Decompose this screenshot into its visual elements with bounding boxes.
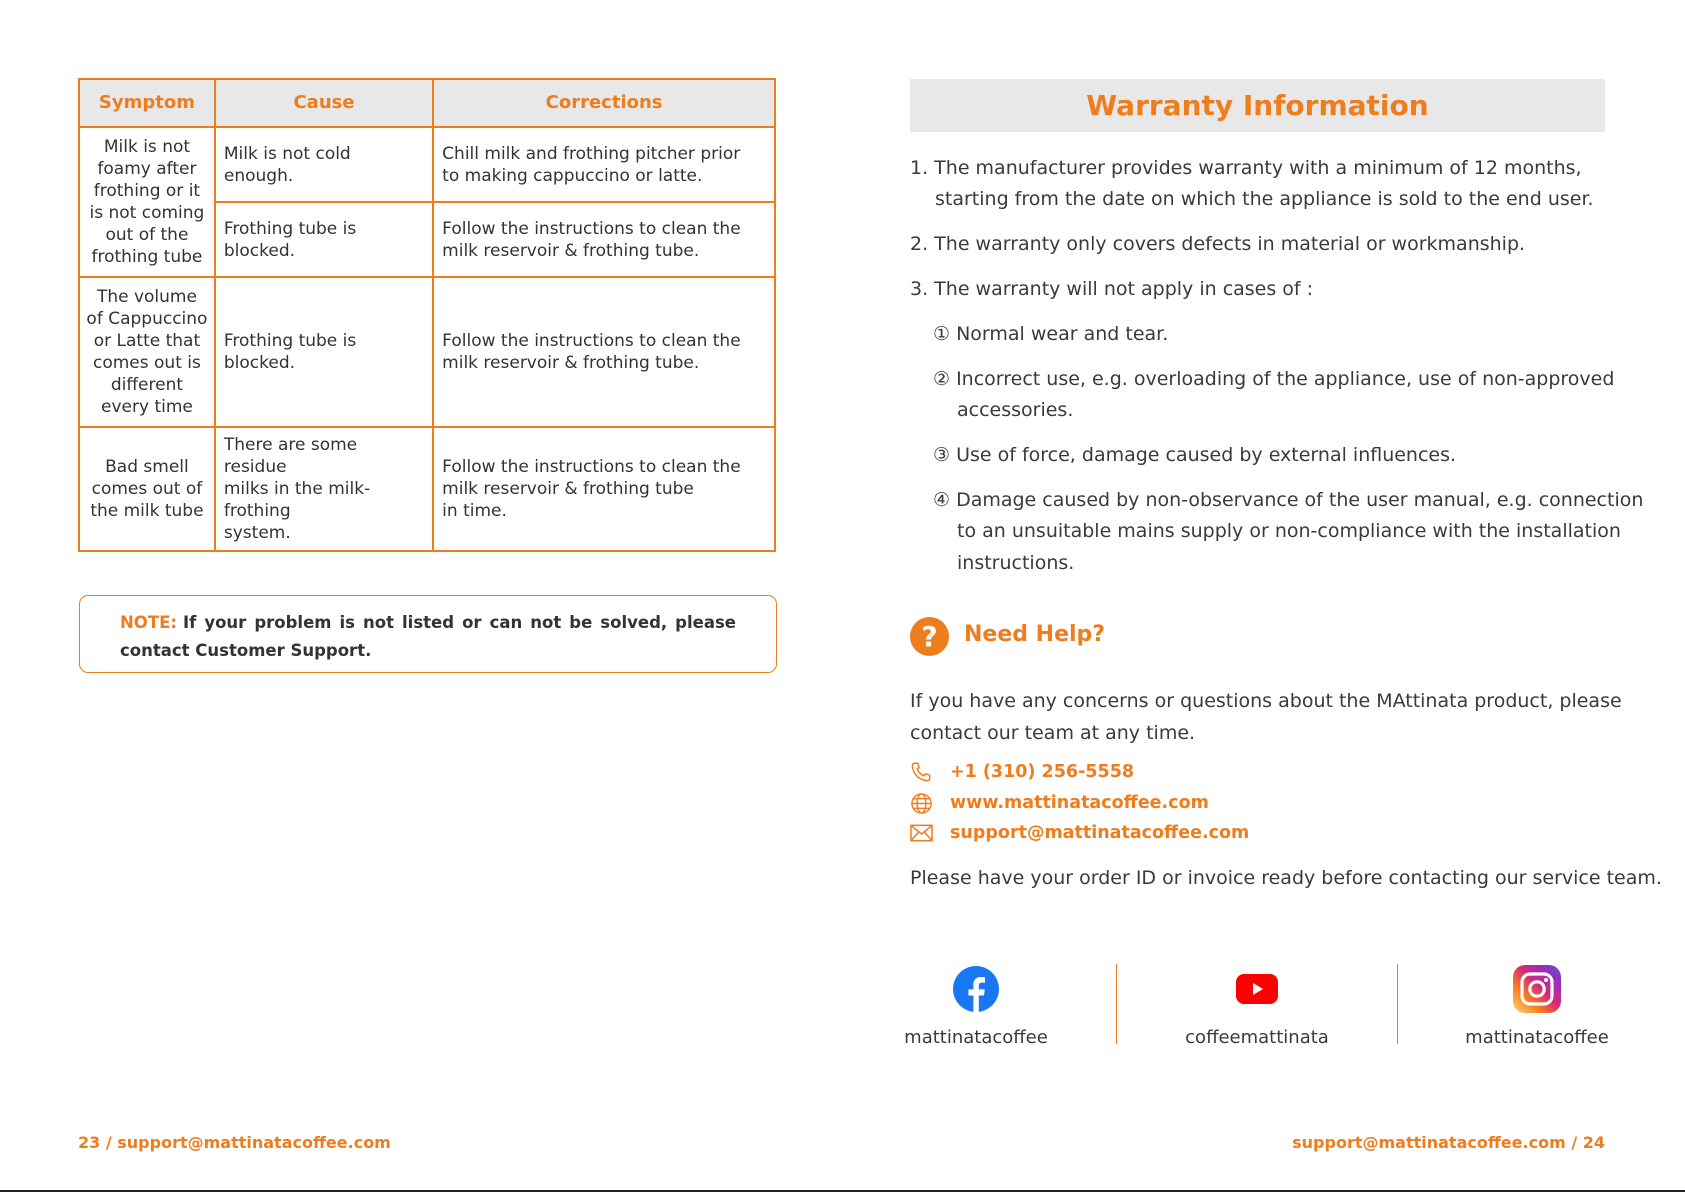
warranty-title: Warranty Information [1086, 89, 1429, 122]
phone-icon [910, 760, 934, 784]
contact-phone[interactable] [910, 760, 1134, 784]
mail-icon [910, 821, 934, 845]
help-intro-line-1: If you have any concerns or questions about the MAttinata product, please [910, 690, 1622, 712]
phone-number[interactable]: +1 (310) 256-5558 [950, 762, 1135, 782]
warranty-item-1-line-1: 1. The manufacturer provides warranty with a minimum of 12 months, [910, 157, 1582, 179]
cause-cell [215, 127, 433, 202]
correction-cell [433, 202, 775, 277]
correction-text: Follow the instructions to clean the milk reservoir & frothing tube. [442, 218, 741, 261]
social-handle: mattinatacoffee [1465, 1027, 1609, 1048]
header-corrections: Corrections [433, 79, 775, 127]
cause-cell [215, 277, 433, 427]
contact-website[interactable] [910, 791, 1209, 815]
correction-text: Follow the instructions to clean the milk reservoir & frothing tube. [442, 331, 741, 373]
warranty-item-3: 3. The warranty will not apply in cases of : [910, 278, 1314, 300]
table-row [79, 427, 775, 551]
cause-text: Milk is not cold enough. [223, 143, 351, 186]
youtube-icon[interactable] [1157, 964, 1357, 1014]
header-symptom: Symptom [79, 79, 215, 127]
correction-cell [433, 127, 775, 202]
table-row [79, 127, 775, 202]
warranty-sub-4-line-2: to an unsuitable mains supply or non-compliance with the installation [957, 520, 1621, 542]
warranty-sub-3: ③ Use of force, damage caused by external influences. [933, 444, 1457, 466]
help-question-icon: ? [910, 617, 949, 656]
symptom-cell [79, 127, 215, 277]
warranty-item-2: 2. The warranty only covers defects in material or workmanship. [910, 233, 1526, 255]
correction-cell [433, 277, 775, 427]
correction-text: Chill milk and frothing pitcher prior to making cappuccino or latte. [442, 143, 741, 186]
help-intro-line-2: contact our team at any time. [910, 722, 1196, 744]
website-link[interactable]: www.mattinatacoffee.com [950, 793, 1209, 813]
help-closing: Please have your order ID or invoice ready before contacting our service team. [910, 867, 1662, 889]
social-instagram[interactable] [1437, 964, 1637, 1048]
social-youtube[interactable] [1157, 964, 1357, 1048]
note-label: NOTE: [120, 613, 177, 632]
social-divider [1397, 964, 1398, 1044]
note-text: If your problem is not listed or can not be solved, please contact Customer Support. [120, 613, 736, 660]
footer-right: support@mattinatacoffee.com / 24 [1292, 1133, 1605, 1152]
social-handle: mattinatacoffee [904, 1027, 1048, 1048]
cause-text: Frothing tube is blocked. [223, 218, 357, 261]
correction-cell [433, 427, 775, 551]
note-box [79, 595, 777, 673]
warranty-item-1-line-2: starting from the date on which the appliance is sold to the end user. [935, 188, 1594, 210]
footer-left: 23 / support@mattinatacoffee.com [78, 1133, 391, 1152]
cause-text: There are some residue milks in the milk-frothing system. [223, 435, 371, 543]
header-cause: Cause [215, 79, 433, 127]
symptom-cell [79, 427, 215, 551]
cause-cell [215, 427, 433, 551]
social-handle: coffeemattinata [1185, 1027, 1329, 1048]
cause-cell [215, 202, 433, 277]
globe-icon [910, 791, 934, 815]
table-row [79, 277, 775, 427]
contact-email[interactable] [910, 821, 1249, 845]
social-facebook[interactable] [876, 964, 1076, 1048]
cause-text: Frothing tube is blocked. [223, 331, 357, 373]
correction-text: Follow the instructions to clean the milk reservoir & frothing tube in time. [442, 457, 741, 521]
troubleshooting-table [78, 78, 776, 552]
warranty-header [910, 79, 1605, 132]
warranty-sub-4-line-1: ④ Damage caused by non-observance of the user manual, e.g. connection [933, 489, 1644, 511]
warranty-sub-2-line-1: ② Incorrect use, e.g. overloading of the appliance, use of non-approved [933, 368, 1615, 390]
table-header-row [79, 79, 775, 127]
symptom-text: The volume of Cappuccino or Latte that comes out is different every time [86, 287, 208, 417]
symptom-text: Bad smell comes out of the milk tube [90, 457, 204, 521]
help-title: Need Help? [964, 622, 1106, 647]
symptom-text: Milk is not foamy after frothing or it is not coming out of the frothing tube [89, 137, 205, 267]
symptom-cell [79, 277, 215, 427]
warranty-sub-4-line-3: instructions. [957, 552, 1075, 574]
facebook-icon[interactable] [876, 964, 1076, 1014]
warranty-sub-2-line-2: accessories. [957, 399, 1074, 421]
email-link[interactable]: support@mattinatacoffee.com [950, 823, 1250, 843]
warranty-sub-1: ① Normal wear and tear. [933, 323, 1169, 345]
social-divider [1116, 964, 1117, 1044]
instagram-icon[interactable] [1437, 964, 1637, 1014]
